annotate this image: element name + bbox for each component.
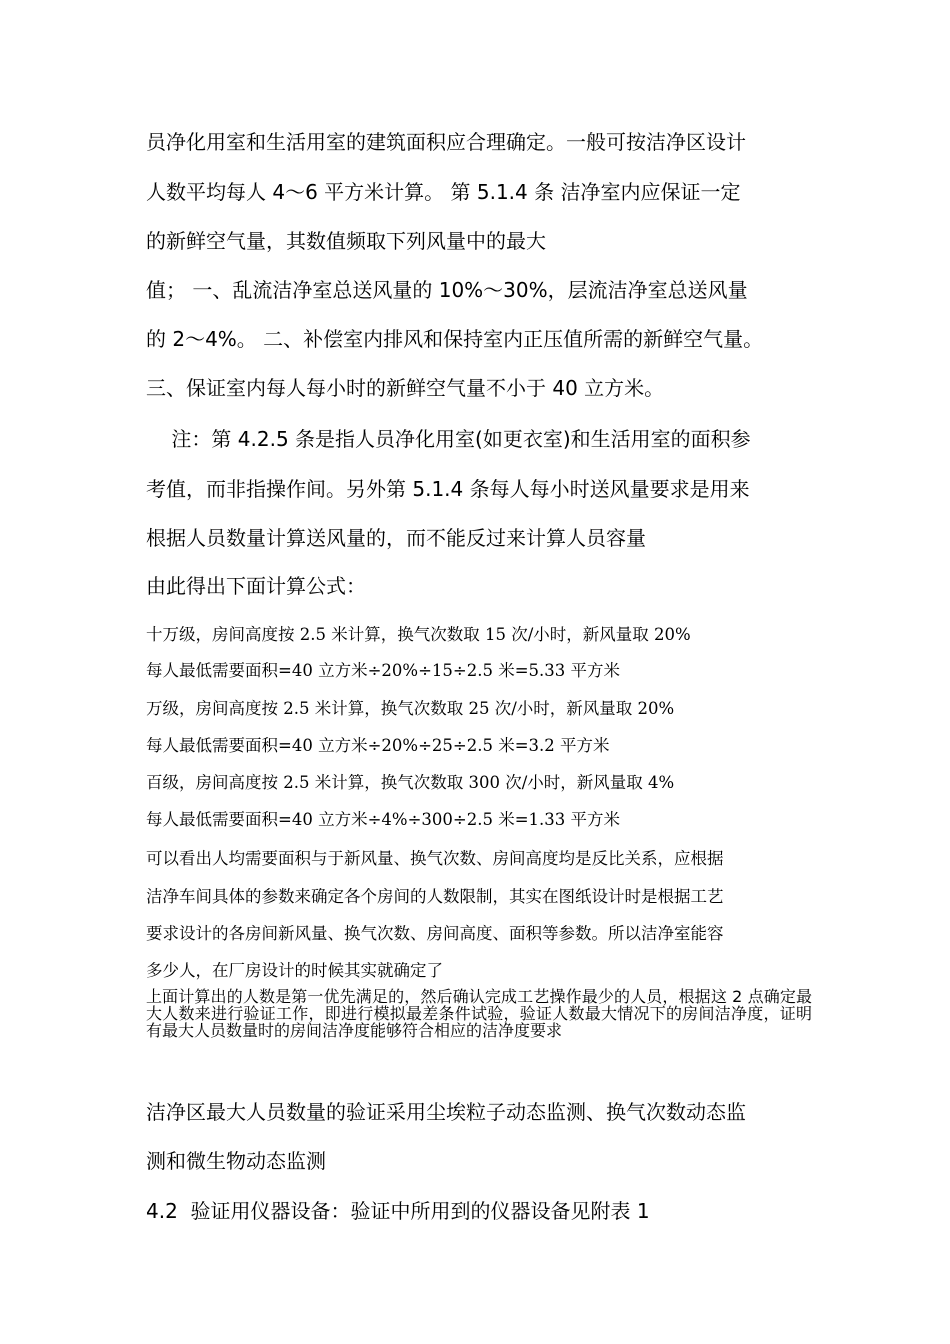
text-line: 的 2～4%。 二、补偿室内排风和保持室内正压值所需的新鲜空气量。 (146, 327, 764, 351)
formula-line: 十万级，房间高度按 2.5 米计算，换气次数取 15 次/小时，新风量取 20% (146, 625, 691, 644)
text-line: 值； 一、乱流洁净室总送风量的 10%～30%，层流洁净室总送风量 (146, 278, 748, 302)
text-line: 考值，而非指操作间。另外第 5.1.4 条每人每小时送风量要求是用来 (146, 477, 750, 501)
formula-line: 每人最低需要面积=40 立方米÷20%÷25÷2.5 米=3.2 平方米 (146, 736, 610, 755)
text-line: 要求设计的各房间新风量、换气次数、房间高度、面积等参数。所以洁净室能容 (146, 924, 724, 943)
text-line: 三、保证室内每人每小时的新鲜空气量不小于 40 立方米。 (146, 376, 665, 400)
text-line: 人数平均每人 4～6 平方米计算。 第 5.1.4 条 洁净室内应保证一定 (146, 180, 741, 204)
formula-line: 百级，房间高度按 2.5 米计算，换气次数取 300 次/小时，新风量取 4% (146, 773, 675, 792)
text-line: 的新鲜空气量，其数值频取下列风量中的最大 (146, 229, 546, 253)
text-line: 可以看出人均需要面积与于新风量、换气次数、房间高度均是反比关系，应根据 (146, 849, 724, 868)
text-line: 测和微生物动态监测 (146, 1149, 326, 1173)
formula-line: 每人最低需要面积=40 立方米÷20%÷15÷2.5 米=5.33 平方米 (146, 661, 621, 680)
note-line: 注：第 4.2.5 条是指人员净化用室(如更衣室)和生活用室的面积参 (146, 427, 751, 451)
text-line: 洁净车间具体的参数来确定各个房间的人数限制，其实在图纸设计时是根据工艺 (146, 887, 724, 906)
validation-paragraph: 上面计算出的人数是第一优先满足的，然后确认完成工艺操作最少的人员，根据这 2 点确定最大人数来进行验证工作，即进行模拟最差条件试验，验证人数最大情况下的房间洁净度，证明有最大人员数量时的房间洁净度能够符合相应的洁净度要求 (146, 987, 812, 1040)
formula-line: 每人最低需要面积=40 立方米÷4%÷300÷2.5 米=1.33 平方米 (146, 810, 621, 829)
formula-line: 万级，房间高度按 2.5 米计算，换气次数取 25 次/小时，新风量取 20% (146, 699, 675, 718)
text-line: 洁净区最大人员数量的验证采用尘埃粒子动态监测、换气次数动态监 (146, 1100, 746, 1124)
formula-heading: 由此得出下面计算公式： (146, 574, 366, 598)
section-heading: 4.2 验证用仪器设备：验证中所用到的仪器设备见附表 1 (146, 1199, 650, 1223)
text-line: 多少人，在厂房设计的时候其实就确定了 (146, 961, 443, 980)
text-line: 根据人员数量计算送风量的，而不能反过来计算人员容量 (146, 526, 646, 550)
text-line: 员净化用室和生活用室的建筑面积应合理确定。一般可按洁净区设计 (146, 130, 746, 154)
